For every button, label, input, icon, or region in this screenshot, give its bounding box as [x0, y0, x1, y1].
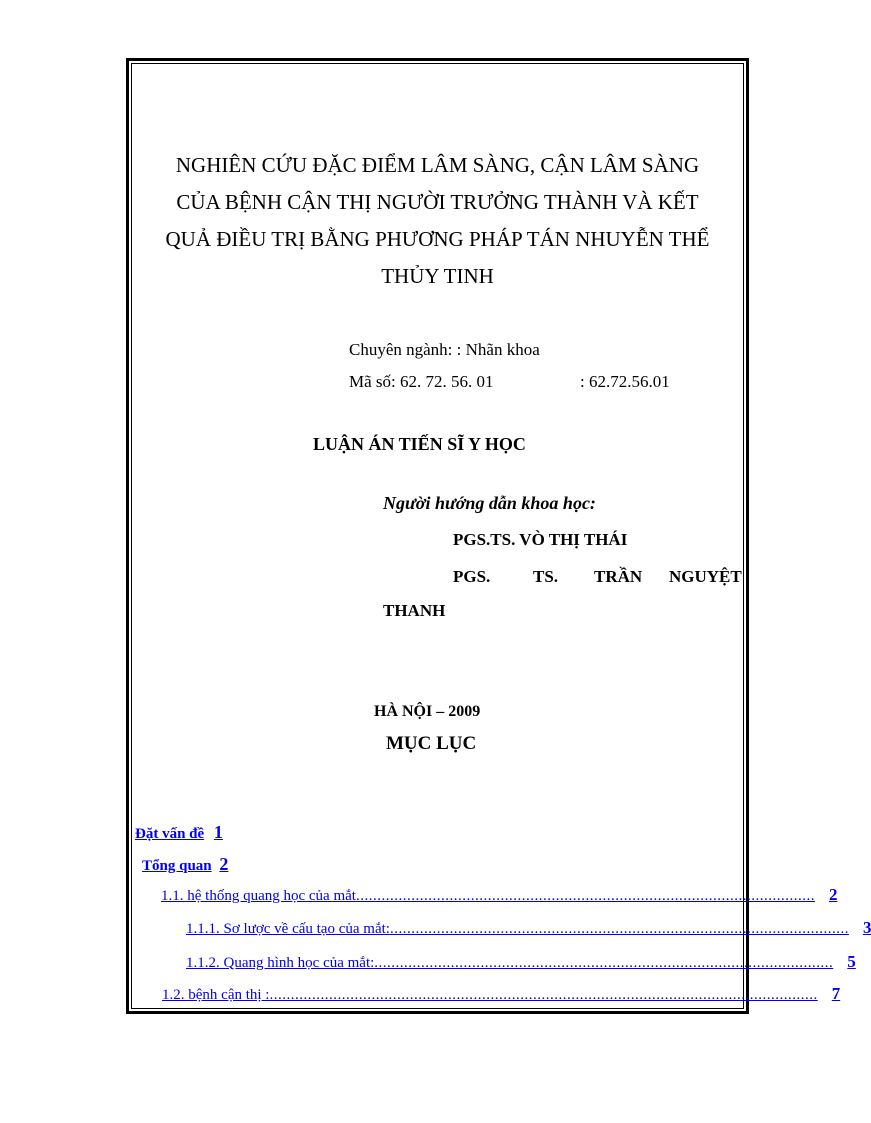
code-value: : 62.72.56.01 — [580, 372, 670, 391]
toc-row[interactable] — [186, 952, 856, 974]
toc-row-page: 2 — [828, 885, 838, 904]
toc-item-dat-van-de[interactable] — [135, 822, 223, 843]
toc-row[interactable] — [162, 984, 841, 1006]
code-line: Mã số: 62. 72. 56. 01 — [349, 372, 494, 391]
toc-row-label: 1.1. hệ thống quang học của mắt — [161, 888, 356, 904]
advisor-2-name-cont: THANH — [383, 601, 446, 620]
title-line: QUẢ ĐIỀU TRỊ BẰNG PHƯƠNG PHÁP TÁN NHUYỄN THỂ — [165, 227, 710, 251]
toc-item-tong-quan[interactable] — [142, 854, 228, 875]
toc-item-label: Đặt vấn đề — [135, 826, 205, 842]
toc-item-page: 2 — [219, 854, 229, 874]
toc-row-label: 1.1.2. Quang hình học của mắt: — [186, 955, 375, 971]
advisor-2-name: NGUYỆT — [669, 567, 742, 586]
title-line: THỦY TINH — [381, 264, 494, 288]
toc-item-label: Tổng quan — [142, 858, 212, 874]
toc-row-page: 3 — [862, 918, 871, 937]
title-line: NGHIÊN CỨU ĐẶC ĐIỂM LÂM SÀNG, CẬN LÂM SÀNG — [175, 153, 700, 177]
advisor-2-surname: TRẦN — [594, 567, 643, 586]
thesis-type: LUẬN ÁN TIẾN SĨ Y HỌC — [313, 434, 526, 454]
toc-leader-dots: ................................................................................................................................. — [269, 987, 818, 1003]
thesis-title — [136, 147, 739, 295]
advisor-2-title-a: PGS. — [453, 567, 491, 586]
toc-row-page: 5 — [847, 952, 856, 971]
toc-row[interactable] — [186, 918, 871, 940]
place-year: HÀ NỘI – 2009 — [374, 703, 481, 720]
specialty-line: Chuyên ngành: : Nhãn khoa — [349, 340, 540, 359]
toc-row-page: 7 — [831, 984, 841, 1003]
advisor-heading: Người hướng dẫn khoa học: — [383, 493, 596, 513]
advisor-1: PGS.TS. VÒ THỊ THÁI — [453, 530, 628, 549]
toc-row[interactable] — [161, 885, 838, 907]
toc-leader-dots: ............................................................................................................ — [374, 955, 834, 971]
toc-heading: MỤC LỤC — [386, 733, 477, 754]
toc-leader-dots: ............................................................................................................ — [389, 921, 849, 937]
toc-row-label: 1.1.1. Sơ lược về cấu tạo của mắt: — [186, 921, 390, 937]
advisor-2-title-b: TS. — [533, 567, 559, 586]
toc-leader-dots: ............................................................................................................ — [355, 888, 815, 904]
title-line: CỦA BỆNH CẬN THỊ NGƯỜI TRƯỞNG THÀNH VÀ KẾT — [176, 190, 699, 214]
toc-item-page: 1 — [213, 822, 223, 842]
toc-row-label: 1.2. bệnh cận thị : — [162, 987, 270, 1003]
